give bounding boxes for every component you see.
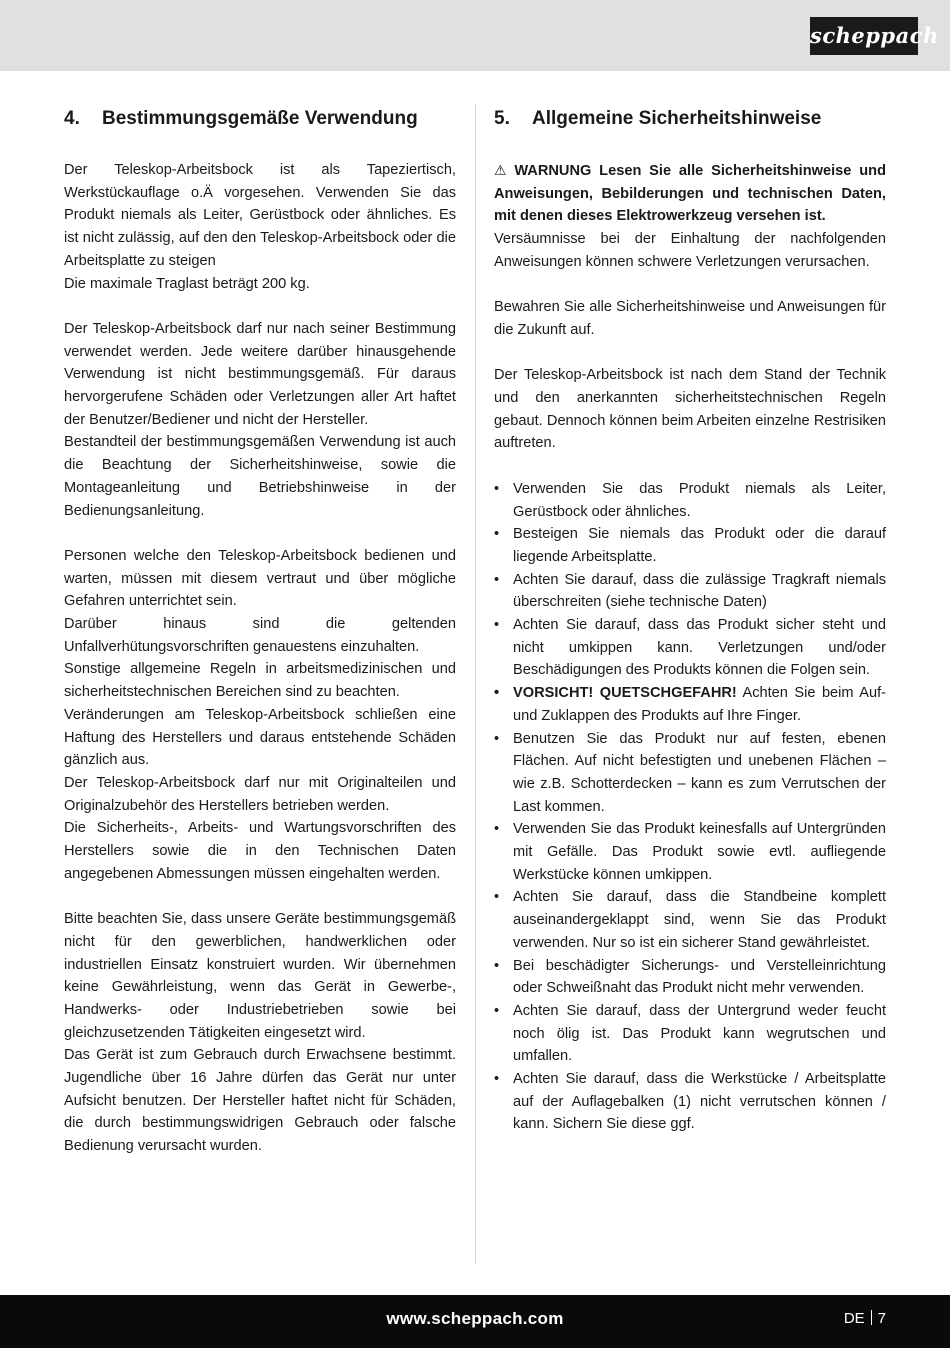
warning-text: WARNUNG Lesen Sie alle Sicherheitshinweise und Anweisungen, Bebilderungen und technischen Daten, mit denen dieses Elektrowerkzeug versehen ist. (494, 163, 886, 225)
list-item-text: Verwenden Sie das Produkt niemals als Leiter, Gerüstbock oder ähnliches. (513, 480, 886, 520)
list-item-text: Achten Sie darauf, dass der Untergrund weder feucht noch ölig ist. Das Produkt kann wegrutschen und umfallen. (513, 1002, 886, 1065)
list-item (494, 886, 886, 954)
list-item-text: Bei beschädigter Sicherungs- und Verstelleinrichtung oder Schweißnaht das Produkt nicht mehr verwenden. (513, 957, 886, 997)
paragraph: Veränderungen am Teleskop-Arbeitsbock schließen eine Haftung des Herstellers und daraus entstehende Schäden gänzlich aus. (64, 706, 456, 769)
list-item-text: Besteigen Sie niemals das Produkt oder die darauf liegende Arbeitsplatte. (513, 526, 886, 565)
footer-bar (0, 1295, 950, 1348)
caution-label: VORSICHT! QUETSCHGEFAHR! (513, 685, 737, 702)
paragraph: Versäumnisse bei der Einhaltung der nachfolgenden Anweisungen können schwere Verletzungen verursachen. (494, 231, 886, 270)
website-link[interactable]: www.scheppach.com (386, 1309, 564, 1328)
page-number: 7 (877, 1310, 886, 1327)
section-4-title-text: Bestimmungsgemäße Verwendung (102, 108, 418, 129)
section-5-number: 5. (494, 108, 510, 129)
section-4-number: 4. (64, 108, 80, 129)
list-item (494, 682, 886, 727)
paragraph: Der Teleskop-Arbeitsbock darf nur mit Originalteilen und Originalzubehör des Herstellers betrieben werden. (64, 774, 456, 814)
list-item (494, 478, 886, 523)
list-item (494, 569, 886, 614)
paragraph: Die maximale Traglast beträgt 200 kg. (64, 275, 310, 292)
paragraph: Das Gerät ist zum Gebrauch durch Erwachsene bestimmt. Jugendliche über 16 Jahre dürfen das Gerät nur unter Aufsicht benutzen. Der Hersteller haftet nicht für Schäden, die durch bestimmungswidrigen Gebrauch oder falsche Bedienung verursacht wurden. (64, 1047, 456, 1155)
paragraph: Personen welche den Teleskop-Arbeitsbock bedienen und warten, müssen mit diesem vertraut und über mögliche Gefahren unterrichtet sein. (64, 547, 456, 610)
paragraph: Der Teleskop-Arbeitsbock darf nur nach seiner Bestimmung verwendet werden. Jede weitere darüber hinausgehende Verwendung ist nicht bestimmungsgemäß. Für daraus hervorgerufene Schäden oder Verletzungen aller Art haftet der Benutzer/Bediener und nicht der Hersteller. (64, 320, 456, 428)
list-item-text: Achten Sie beim Auf- und Zuklappen des Produkts auf Ihre Finger. (513, 685, 887, 724)
list-item (494, 1068, 886, 1136)
paragraph: Bitte beachten Sie, dass unsere Geräte bestimmungsgemäß nicht für den gewerblichen, handwerklichen oder industriellen Einsatz konstruiert wurden. Wir übernehmen keine Gewährleistung, wenn das Gerät in Gewerbe-, Handwerks- oder Industriebetrieben sowie bei gleichzusetzenden Tätigkeiten eingesetzt wird. (64, 911, 456, 1041)
column-divider (475, 104, 476, 1264)
section-5-title-text: Allgemeine Sicherheitshinweise (532, 108, 822, 129)
list-item-text: Verwenden Sie das Produkt keinesfalls auf Untergründen mit Gefälle. Das Produkt sowie evtl. aufliegende Werkstücke können umkippen. (513, 821, 886, 883)
paragraph: Die Sicherheits-, Arbeits- und Wartungsvorschriften des Herstellers sowie die in den Technischen Daten angegebenen Abmessungen müssen eingehalten werden. (64, 820, 456, 882)
paragraph: Der Teleskop-Arbeitsbock ist nach dem Stand der Technik und den anerkannten sicherheitstechnischen Regeln gebaut. Dennoch können beim Arbeiten einzelne Restrisiken auftreten. (494, 367, 886, 452)
page-separator (871, 1310, 872, 1325)
paragraph: Bewahren Sie alle Sicherheitshinweise und Anweisungen für die Zukunft auf. (494, 299, 886, 338)
list-item-text: Achten Sie darauf, dass die Standbeine komplett auseinandergeklappt sind, wenn Sie das Produkt verwenden. Nur so ist ein sicherer Stand gewährleistet. (513, 889, 886, 951)
page-indicator (844, 1310, 886, 1327)
list-item (494, 728, 886, 819)
header-band (0, 0, 950, 71)
paragraph: Darüber hinaus sind die geltenden Unfallverhütungsvorschriften genauestens einzuhalten. (64, 616, 456, 655)
warning-paragraph (494, 159, 886, 228)
list-item-text: Achten Sie darauf, dass das Produkt sicher steht und nicht umkippen kann. Verletzungen und/oder Beschädigungen des Produkts können die Folgen sein. (513, 617, 886, 679)
paragraph: Bestandteil der bestimmungsgemäßen Verwendung ist auch die Beachtung der Sicherheitshinweise, sowie die Montageanleitung und Betriebshinweise in der Bedienungsanleitung. (64, 434, 456, 519)
right-column (494, 105, 886, 1136)
list-item (494, 523, 886, 568)
list-item-text: Achten Sie darauf, dass die zulässige Tragkraft niemals überschreiten (siehe technische Daten) (513, 571, 886, 611)
left-column (64, 105, 456, 1158)
list-item (494, 614, 886, 682)
section-5-title (494, 105, 886, 133)
list-item (494, 1000, 886, 1068)
warning-triangle-icon: ⚠ (494, 162, 511, 178)
paragraph: Der Teleskop-Arbeitsbock ist als Tapeziertisch, Werkstückauflage o.Ä vorgesehen. Verwenden Sie das Produkt niemals als Leiter, Gerüstbock oder ähnliches. Es ist nicht zulässig, auf den den Teleskop-Arbeitsbock oder die Arbeitsplatte zu steigen (64, 162, 456, 269)
list-item (494, 818, 886, 886)
language-code: DE (843, 1310, 865, 1327)
brand-logo: scheppach (810, 17, 918, 55)
section-4-title (64, 105, 456, 133)
safety-bullet-list (494, 478, 886, 1136)
paragraph: Sonstige allgemeine Regeln in arbeitsmedizinischen und sicherheitstechnischen Bereichen sind zu beachten. (64, 661, 456, 701)
list-item-text: Benutzen Sie das Produkt nur auf festen, ebenen Flächen. Auf nicht befestigten und unebenen Flächen – wie z.B. Schotterdecken – kann es zum Verrutschen der Last kommen. (513, 730, 886, 815)
list-item (494, 955, 886, 1000)
list-item-text: Achten Sie darauf, dass die Werkstücke / Arbeitsplatte auf der Auflagebalken (1) nicht verrutschen können / kann. Sichern Sie diese ggf. (513, 1071, 886, 1133)
